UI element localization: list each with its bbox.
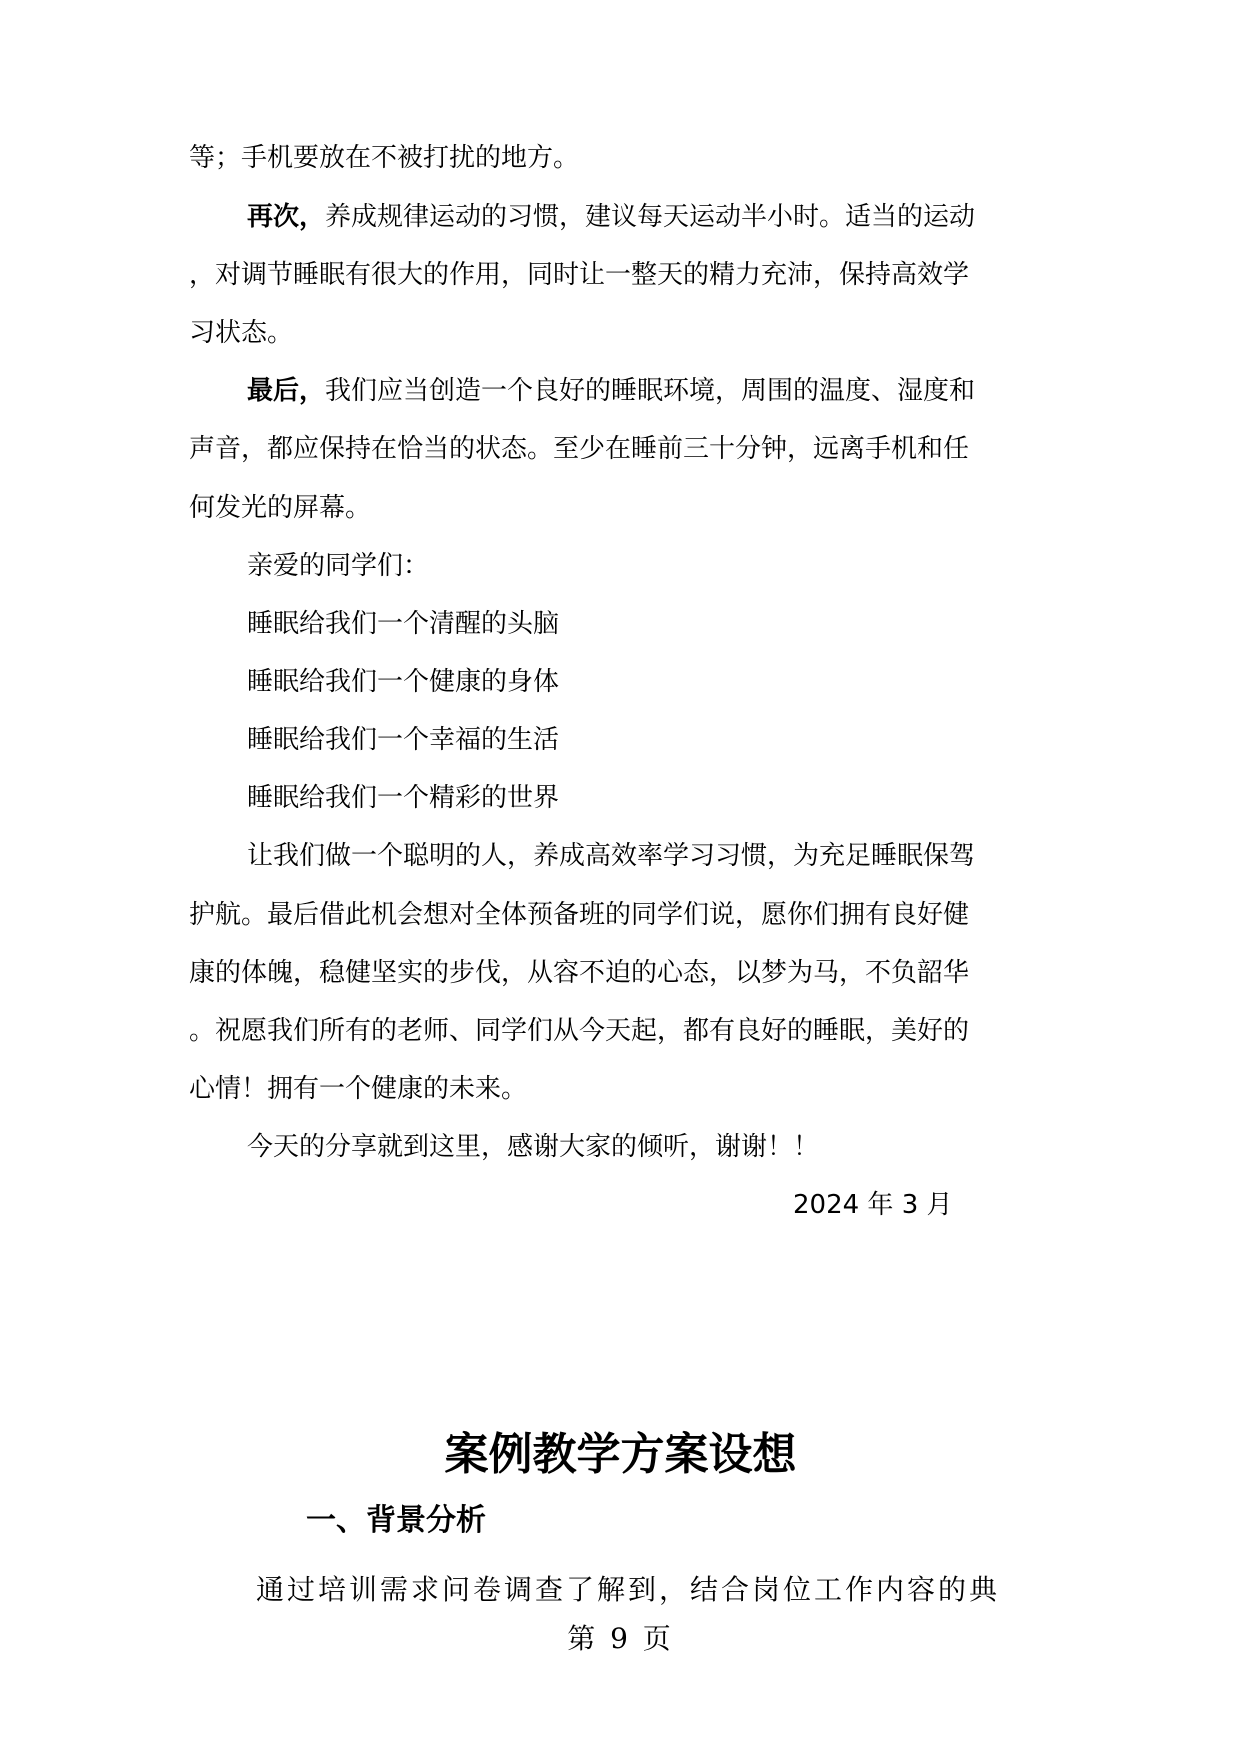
poem-line: 睡眠给我们一个清醒的头脑 <box>247 609 560 639</box>
poem-line: 睡眠给我们一个幸福的生活 <box>247 725 560 755</box>
paragraph-line: 。祝愿我们所有的老师、同学们从今天起，都有良好的睡眠，美好的 <box>189 1016 970 1046</box>
section-heading: 一、背景分析 <box>306 1503 486 1538</box>
paragraph-line: ，对调节睡眠有很大的作用，同时让一整天的精力充沛，保持高效学 <box>189 260 970 290</box>
paragraph-line <box>247 200 1117 234</box>
poem-line: 睡眠给我们一个健康的身体 <box>247 667 560 697</box>
paragraph-lead: 再次， <box>247 202 326 232</box>
paragraph-line <box>247 374 1117 408</box>
document-title: 案例教学方案设想 <box>444 1429 797 1480</box>
paragraph-line: 何发光的屏幕。 <box>189 493 372 523</box>
paragraph-line: 康的体魄，稳健坚实的步伐，从容不迫的心态，以梦为马，不负韶华 <box>189 958 970 988</box>
paragraph-text: 养成规律运动的习惯，建议每天运动半小时。适当的运动 <box>325 202 976 232</box>
page-number: 第 9 页 <box>567 1622 674 1655</box>
paragraph-lead: 最后， <box>247 376 326 406</box>
paragraph-line: 让我们做一个聪明的人，养成高效率学习习惯，为充足睡眠保驾 <box>247 841 976 871</box>
poem-line: 睡眠给我们一个精彩的世界 <box>247 783 560 813</box>
paragraph-line: 心情！拥有一个健康的未来。 <box>189 1074 528 1104</box>
paragraph-text: 我们应当创造一个良好的睡眠环境，周围的温度、湿度和 <box>325 376 976 406</box>
paragraph-line: 等；手机要放在不被打扰的地方。 <box>189 143 580 173</box>
poem-greeting: 亲爱的同学们： <box>247 551 430 581</box>
date-line: 2024 年 3 月 <box>793 1190 953 1220</box>
body-first-line: 通过培训需求问卷调查了解到，结合岗位工作内容的典 <box>256 1573 1001 1606</box>
paragraph-line: 习状态。 <box>189 318 294 348</box>
paragraph-line: 护航。最后借此机会想对全体预备班的同学们说，愿你们拥有良好健 <box>189 900 970 930</box>
paragraph-line: 声音，都应保持在恰当的状态。至少在睡前三十分钟，远离手机和任 <box>189 434 970 464</box>
thanks-line: 今天的分享就到这里，感谢大家的倾听，谢谢！！ <box>247 1132 820 1162</box>
